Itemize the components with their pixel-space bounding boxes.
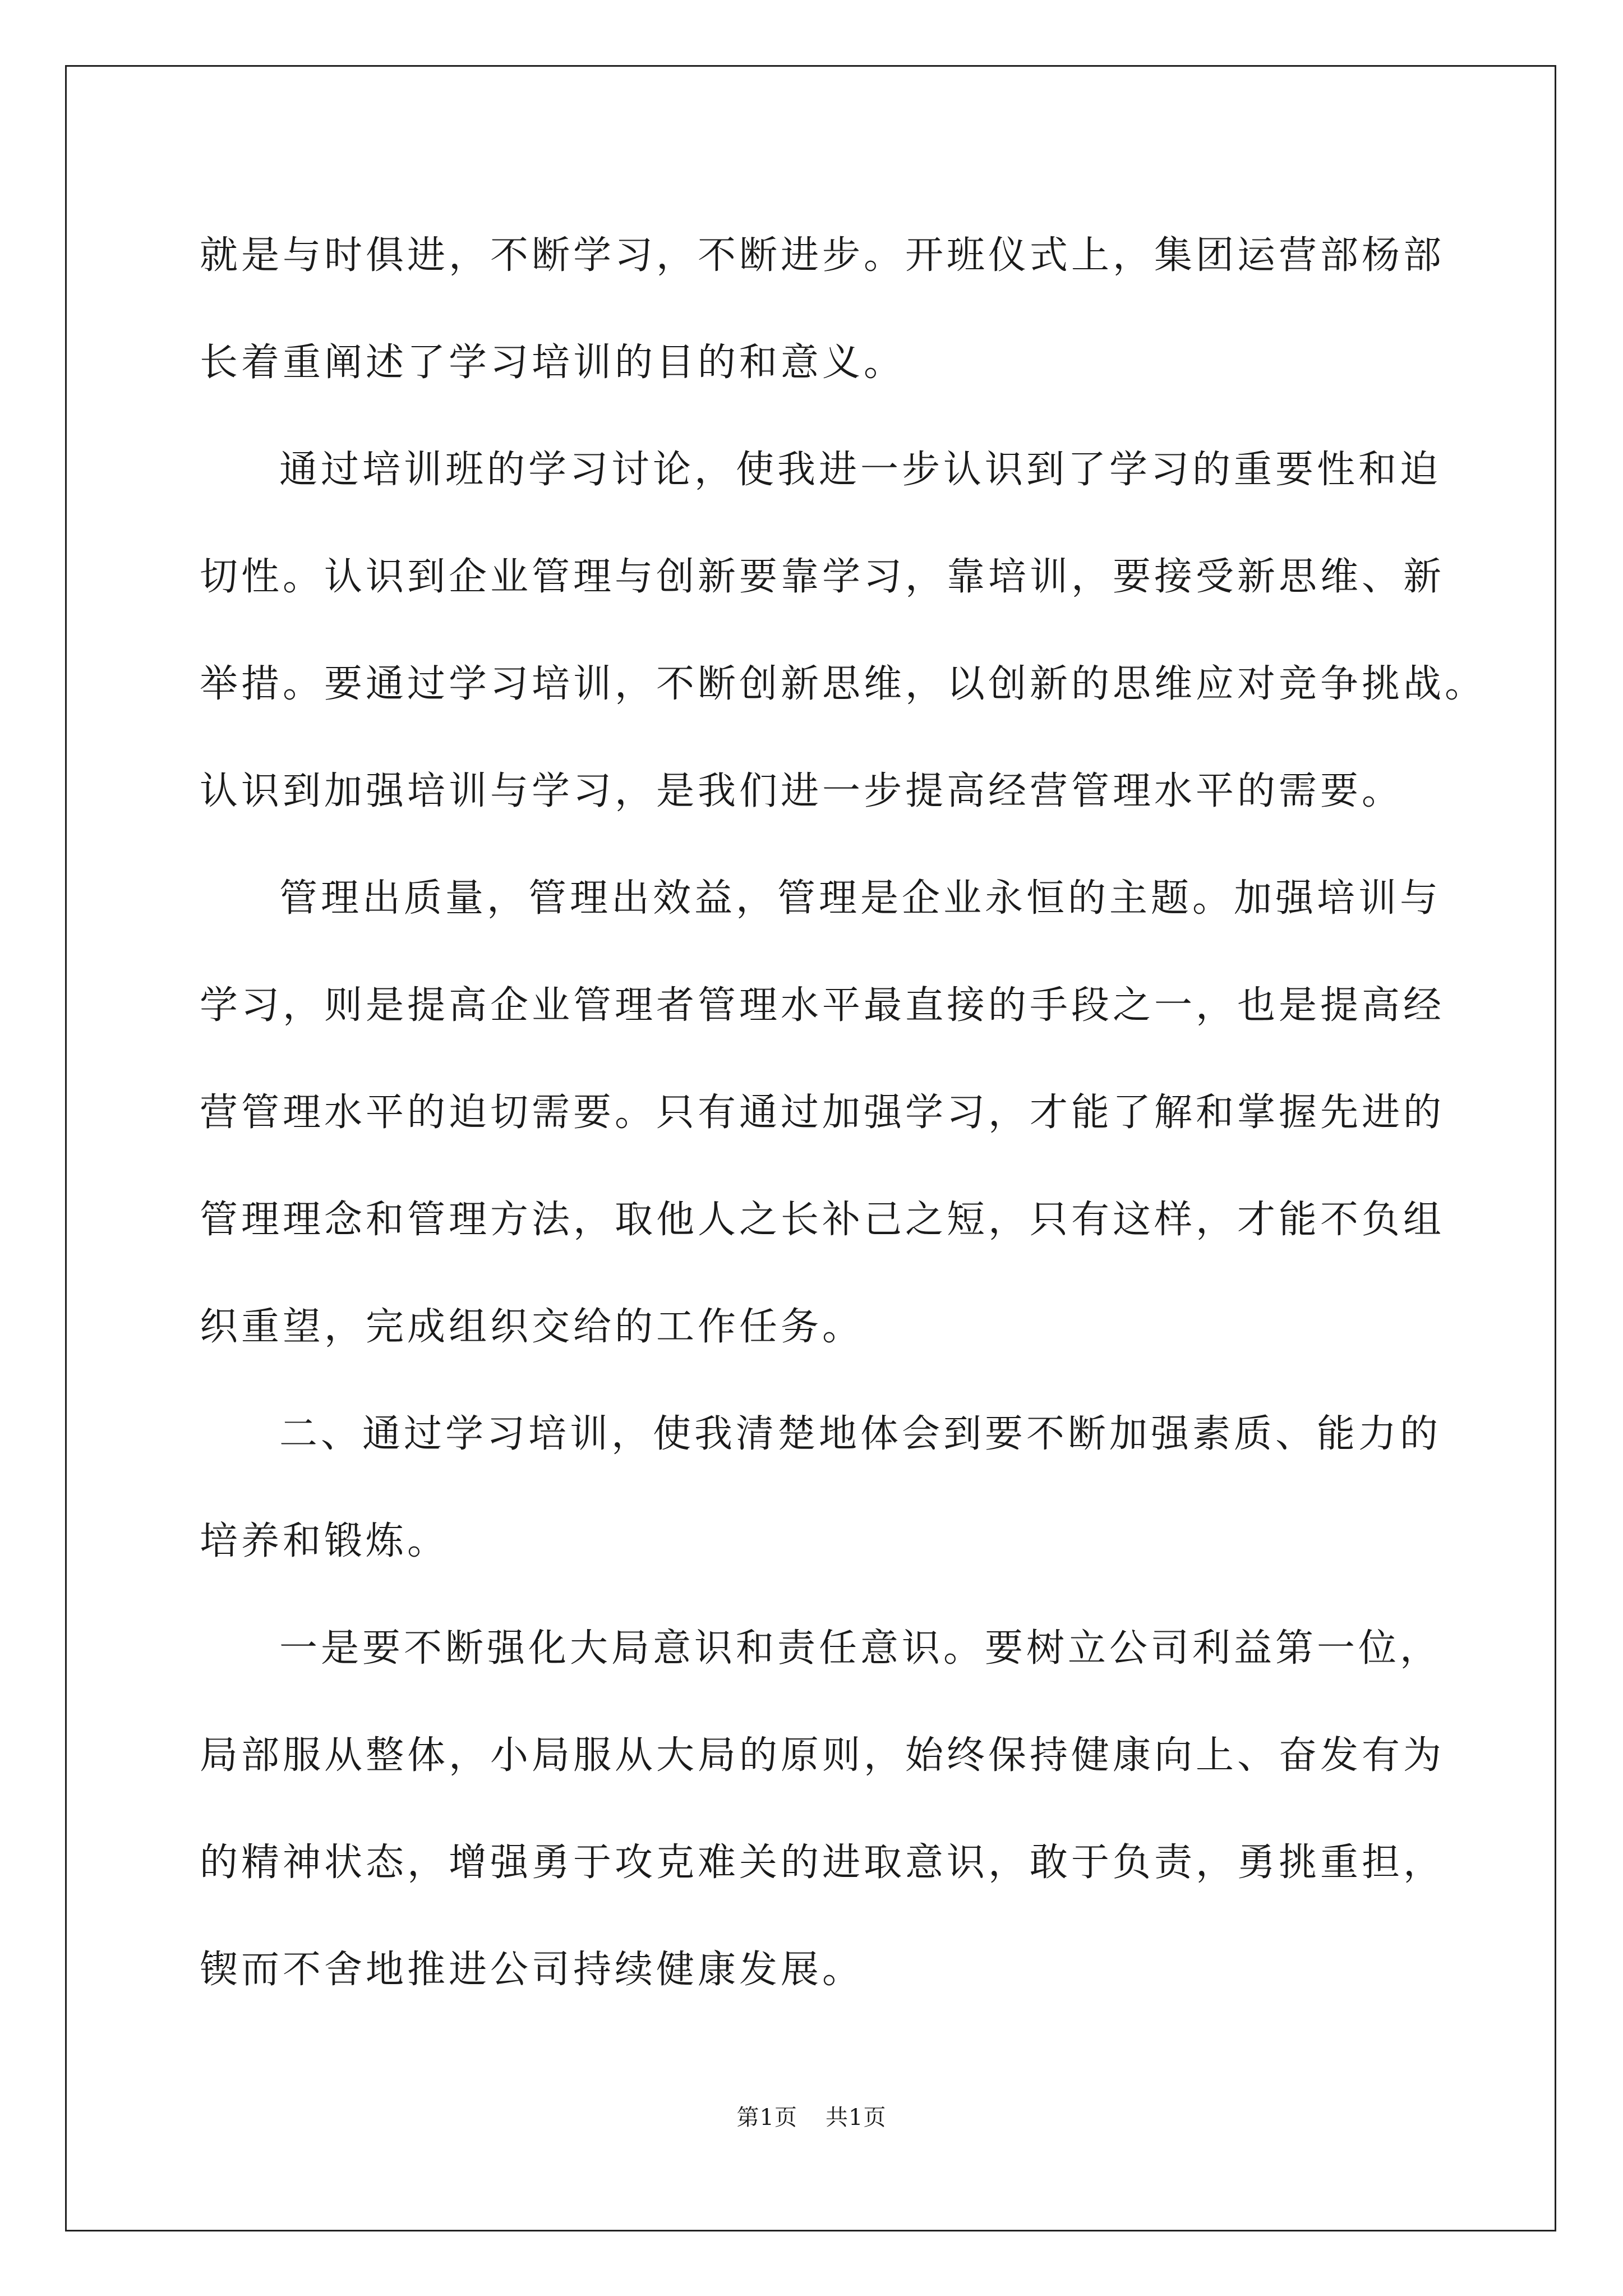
page-number: 第1页 [736, 2105, 797, 2131]
text-line: 学习，则是提高企业管理者管理水平最直接的手段之一，也是提高经 [200, 983, 1445, 1028]
text-line: 织重望，完成组织交给的工作任务。 [200, 1305, 864, 1349]
paragraph [200, 1595, 1445, 2023]
paragraph [200, 202, 1445, 416]
page-total: 共1页 [826, 2105, 887, 2131]
text-line: 通过培训班的学习讨论，使我进一步认识到了学习的重要性和迫 [279, 448, 1442, 492]
text-line: 切性。认识到企业管理与创新要靠学习，靠培训，要接受新思维、新 [200, 555, 1445, 599]
paragraph [200, 416, 1487, 845]
paragraph [200, 845, 1445, 1381]
text-line: 培养和锻炼。 [200, 1519, 449, 1563]
document-body [200, 202, 1487, 2023]
paragraph [200, 1381, 1442, 1595]
text-line: 的精神状态，增强勇于攻克难关的进取意识，敢于负责，勇挑重担， [200, 1841, 1445, 1885]
text-line: 局部服从整体，小局服从大局的原则，始终保持健康向上、奋发有为 [200, 1733, 1445, 1778]
text-line: 一是要不断强化大局意识和责任意识。要树立公司利益第一位， [279, 1626, 1442, 1671]
text-line: 管理理念和管理方法，取他人之长补己之短，只有这样，才能不负组 [200, 1198, 1445, 1242]
text-line: 营管理水平的迫切需要。只有通过加强学习，才能了解和掌握先进的 [200, 1091, 1445, 1135]
text-line: 管理出质量，管理出效益，管理是企业永恒的主题。加强培训与 [279, 876, 1442, 921]
text-line: 二、通过学习培训，使我清楚地体会到要不断加强素质、能力的 [279, 1412, 1442, 1456]
page-footer [0, 2101, 1623, 2134]
text-line: 举措。要通过学习培训，不断创新思维，以创新的思维应对竞争挑战。 [200, 662, 1487, 706]
text-line: 就是与时俱进，不断学习，不断进步。开班仪式上，集团运营部杨部 [200, 233, 1445, 278]
text-line: 长着重阐述了学习培训的目的和意义。 [200, 341, 906, 385]
text-line: 认识到加强培训与学习，是我们进一步提高经营管理水平的需要。 [200, 769, 1404, 813]
text-line: 锲而不舍地推进公司持续健康发展。 [200, 1948, 864, 1992]
